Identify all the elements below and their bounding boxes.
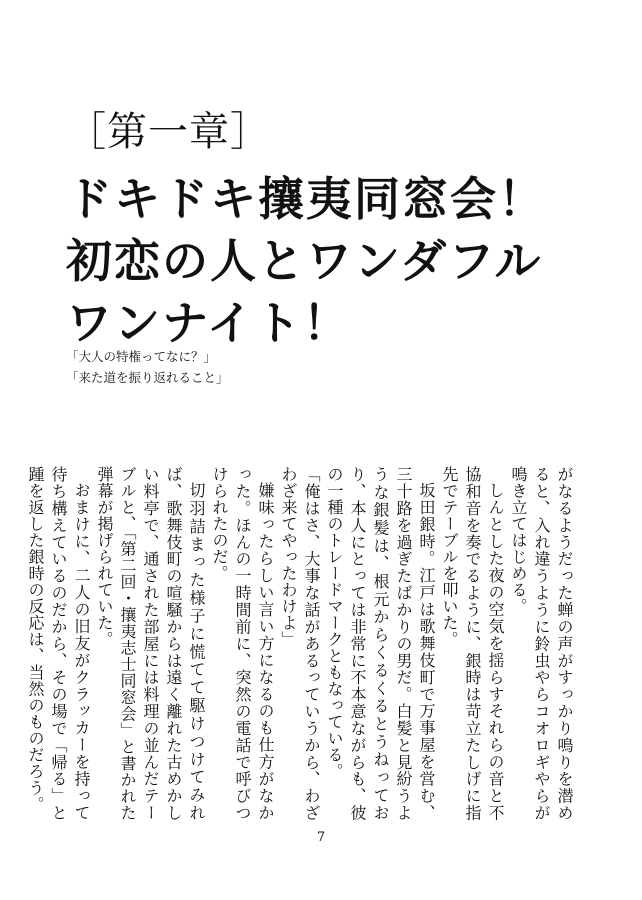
chapter-title-line: 初恋の人とワンダフル	[66, 234, 543, 288]
page-number: 7	[316, 830, 326, 845]
paragraph: 切羽詰まった様子に慌てて駆けつけてみれば、歌舞伎町の喧騒からは遠く離れた古めかしい料亭で、通された部屋には料理の並んだテーブルと、「第二回・攘夷志士同窓会」と書かれた弾幕が掲げられていた。	[95, 466, 206, 821]
epigraph-line: 「大人の特権ってなに？」	[66, 349, 217, 364]
epigraph	[66, 346, 229, 388]
paragraph: がなるようだった蝉の声がすっかり鳴りを潜めると、入れ違うように鈴虫やらコオロギやらが鳴き立てはじめる。	[509, 466, 574, 821]
chapter-label: ［第一章］	[66, 109, 271, 155]
paragraph: おまけに、二人の旧友がクラッカーを持って待ち構えているのだから、その場で「帰る」と踵を返した銀時の反応は、当然のものだろう。	[26, 466, 91, 822]
paragraph: 「俺はさ、大事な話があるっていうから、わざわざ来てやったわけよ」	[279, 466, 321, 821]
body-text	[26, 466, 576, 822]
epigraph-line: 「来た道を振り返れること」	[66, 370, 229, 385]
chapter-title-line: ワンナイト！	[66, 296, 351, 350]
chapter-title	[66, 168, 546, 354]
paragraph: 坂田銀時。江戸は歌舞伎町で万事屋を営む、三十路を過ぎたばかりの男だ。白髪と見紛うような銀髪は、根元からくるくるとうねっており、本人にとっては非常に不本意ながらも、彼の一種のトレードマークともなっている。	[325, 466, 436, 822]
paragraph: 嫌味ったらしい言い方になるのも仕方がなかった。ほんの一時間前に、突然の電話で呼びつけられたのだ。	[210, 466, 275, 821]
chapter-title-line: ドキドキ攘夷同窓会！	[66, 172, 546, 226]
paragraph: しんとした夜の空気を揺らすそれらの音と不協和音を奏でるように、銀時は苛立たしげに指先でテーブルを叩いた。	[440, 466, 505, 822]
